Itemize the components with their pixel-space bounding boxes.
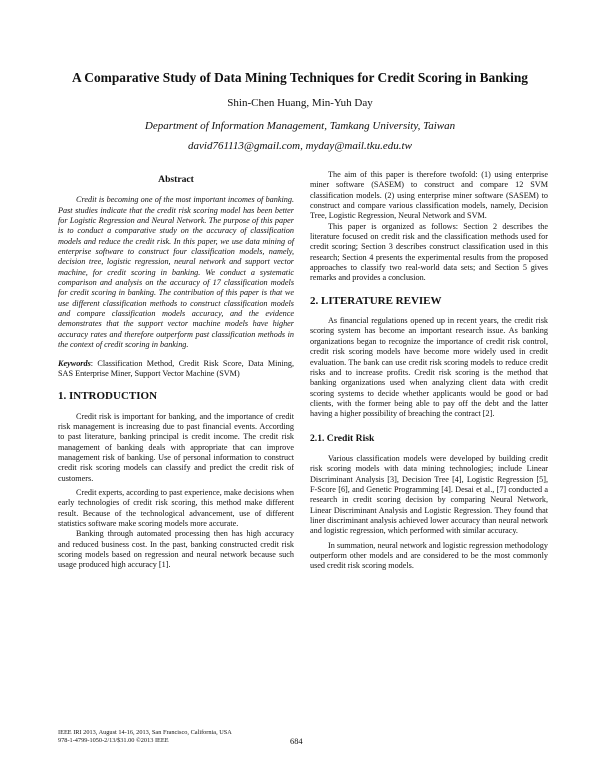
abstract-heading: Abstract [158,174,194,185]
credit-risk-paragraph-2: In summation, neural network and logistic regression methodology outperform other models and are considered to be the most commonly used credit risk scoring models. [310,540,548,571]
page-number: 684 [290,737,303,746]
left-column [58,170,294,571]
right-column [310,170,548,572]
intro-aim-paragraph: The aim of this paper is therefore twofold: (1) using enterprise miner software (SASEM) to construct and compare 12 SVM classification models. (2) using enterprise miner software (SASEM) to construct and compare various classification models, namely, Decision Tree, Logistic Regression, Neural Network and SVM. [310,170,548,221]
literature-heading: 2. LITERATURE REVIEW [310,294,442,307]
intro-paragraph-3: Banking through automated processing then has high accuracy and reduced business cost. In the past, banking constructed credit risk scoring models based on regression and neural network because such usage produced high accuracy [1]. [58,529,294,570]
conference-footer [58,729,298,745]
credit-risk-paragraph-1: Various classification models were developed by building credit risk scoring models with data mining technologies; include Linear Discriminant Analysis [3], Decision Tree [4], Logistic Regression [5], F-Score [6], and Genetic Programming [4]. Desai et al., [7] conducted a research in credit scoring decision by comparing Neural Network, Linear Discriminant Analysis and Logistic Regression. They found that liner discriminant analysis achieved lower accuracy than neural network and logistic regression, which performed with similar accuracy. [310,453,548,536]
paper-title: A Comparative Study of Data Mining Techniques for Credit Scoring in Banking [72,70,528,85]
keywords-paragraph [58,359,294,380]
keywords-text: : Classification Method, Credit Risk Score, Data Mining, SAS Enterprise Miner, Support Vector Machine (SVM) [58,358,294,378]
author-emails: david761113@gmail.com, myday@mail.tku.edu.tw [188,140,412,152]
author-affiliation: Department of Information Management, Tamkang University, Taiwan [144,120,456,132]
intro-heading: 1. INTRODUCTION [58,390,158,403]
literature-paragraph: As financial regulations opened up in recent years, the credit risk scoring system has become an important research issue. As banking organizations began to recognize the importance of credit risk control, credit risk scoring models have become more widely used in credit evaluation. The bank can use credit risk scoring models to reduce credit risks and to increase profits. Credit risk scoring is the method that banking organizations used when analyzing client data with credit scoring systems to decide whether applicants would be good or bad clients, with the former being able to pay off the debt and the latter having a higher possibility of breaching the contract [2]. [310,316,548,419]
intro-paragraph-2: Credit experts, according to past experience, make decisions when early technologies of credit risk scoring, this method make different result. Because of the technological advancement, use of different statistics software make scoring models more accurate. [58,487,294,528]
keywords-label: Keywords [58,358,91,368]
author-names: Shin-Chen Huang, Min-Yuh Day [227,97,373,109]
intro-paragraph-1: Credit risk is important for banking, and the importance of credit risk management is increasing due to past financial events. According to past literature, banking principal is credit income. The credit risk management of banking deals with appropriate that can improve management risk of banking. Use of personal information to construct credit risk scoring models can classify and predict the credit risk of customers. [58,411,294,483]
abstract-section [58,195,294,350]
credit-risk-heading: 2.1. Credit Risk [310,432,375,444]
conference-info: IEEE IRI 2013, August 14-16, 2013, San Francisco, California, USA [58,729,232,736]
abstract-text: Credit is becoming one of the most important incomes of banking. Past studies indicate that the credit risk scoring model has been better for Logistic Regression and Neural Network. The purpose of this paper is to conduct a comparative study on the accuracy of classification models and reduce the credit risk. In this paper, we use data mining of enterprise software to construct four classification models, namely, decision tree, logistic regression, neural network and support vector machine, for credit scoring in banking. We conduct a systematic comparison and analysis on the accuracy of 17 classification models for credit scoring in banking. The contribution of this paper is that we use different classification methods to construct classification models and compare classification models accuracy, and the evidence demonstrates that the support vector machine models have higher accuracy rates and therefore outperform past classification methods in the context of credit scoring in banking. [58,195,294,350]
copyright-info: 978-1-4799-1050-2/13/$31.00 ©2013 IEEE [58,737,169,744]
intro-organization-paragraph: This paper is organized as follows: Section 2 describes the literature focused on credit risk and the classification methods used for credit scoring; Section 3 describes construct classification used in this research; Section 4 presents the experimental results from the proposed approaches to classify two real-world data sets; and Section 5 gives remarks and provides a conclusion. [310,221,548,283]
